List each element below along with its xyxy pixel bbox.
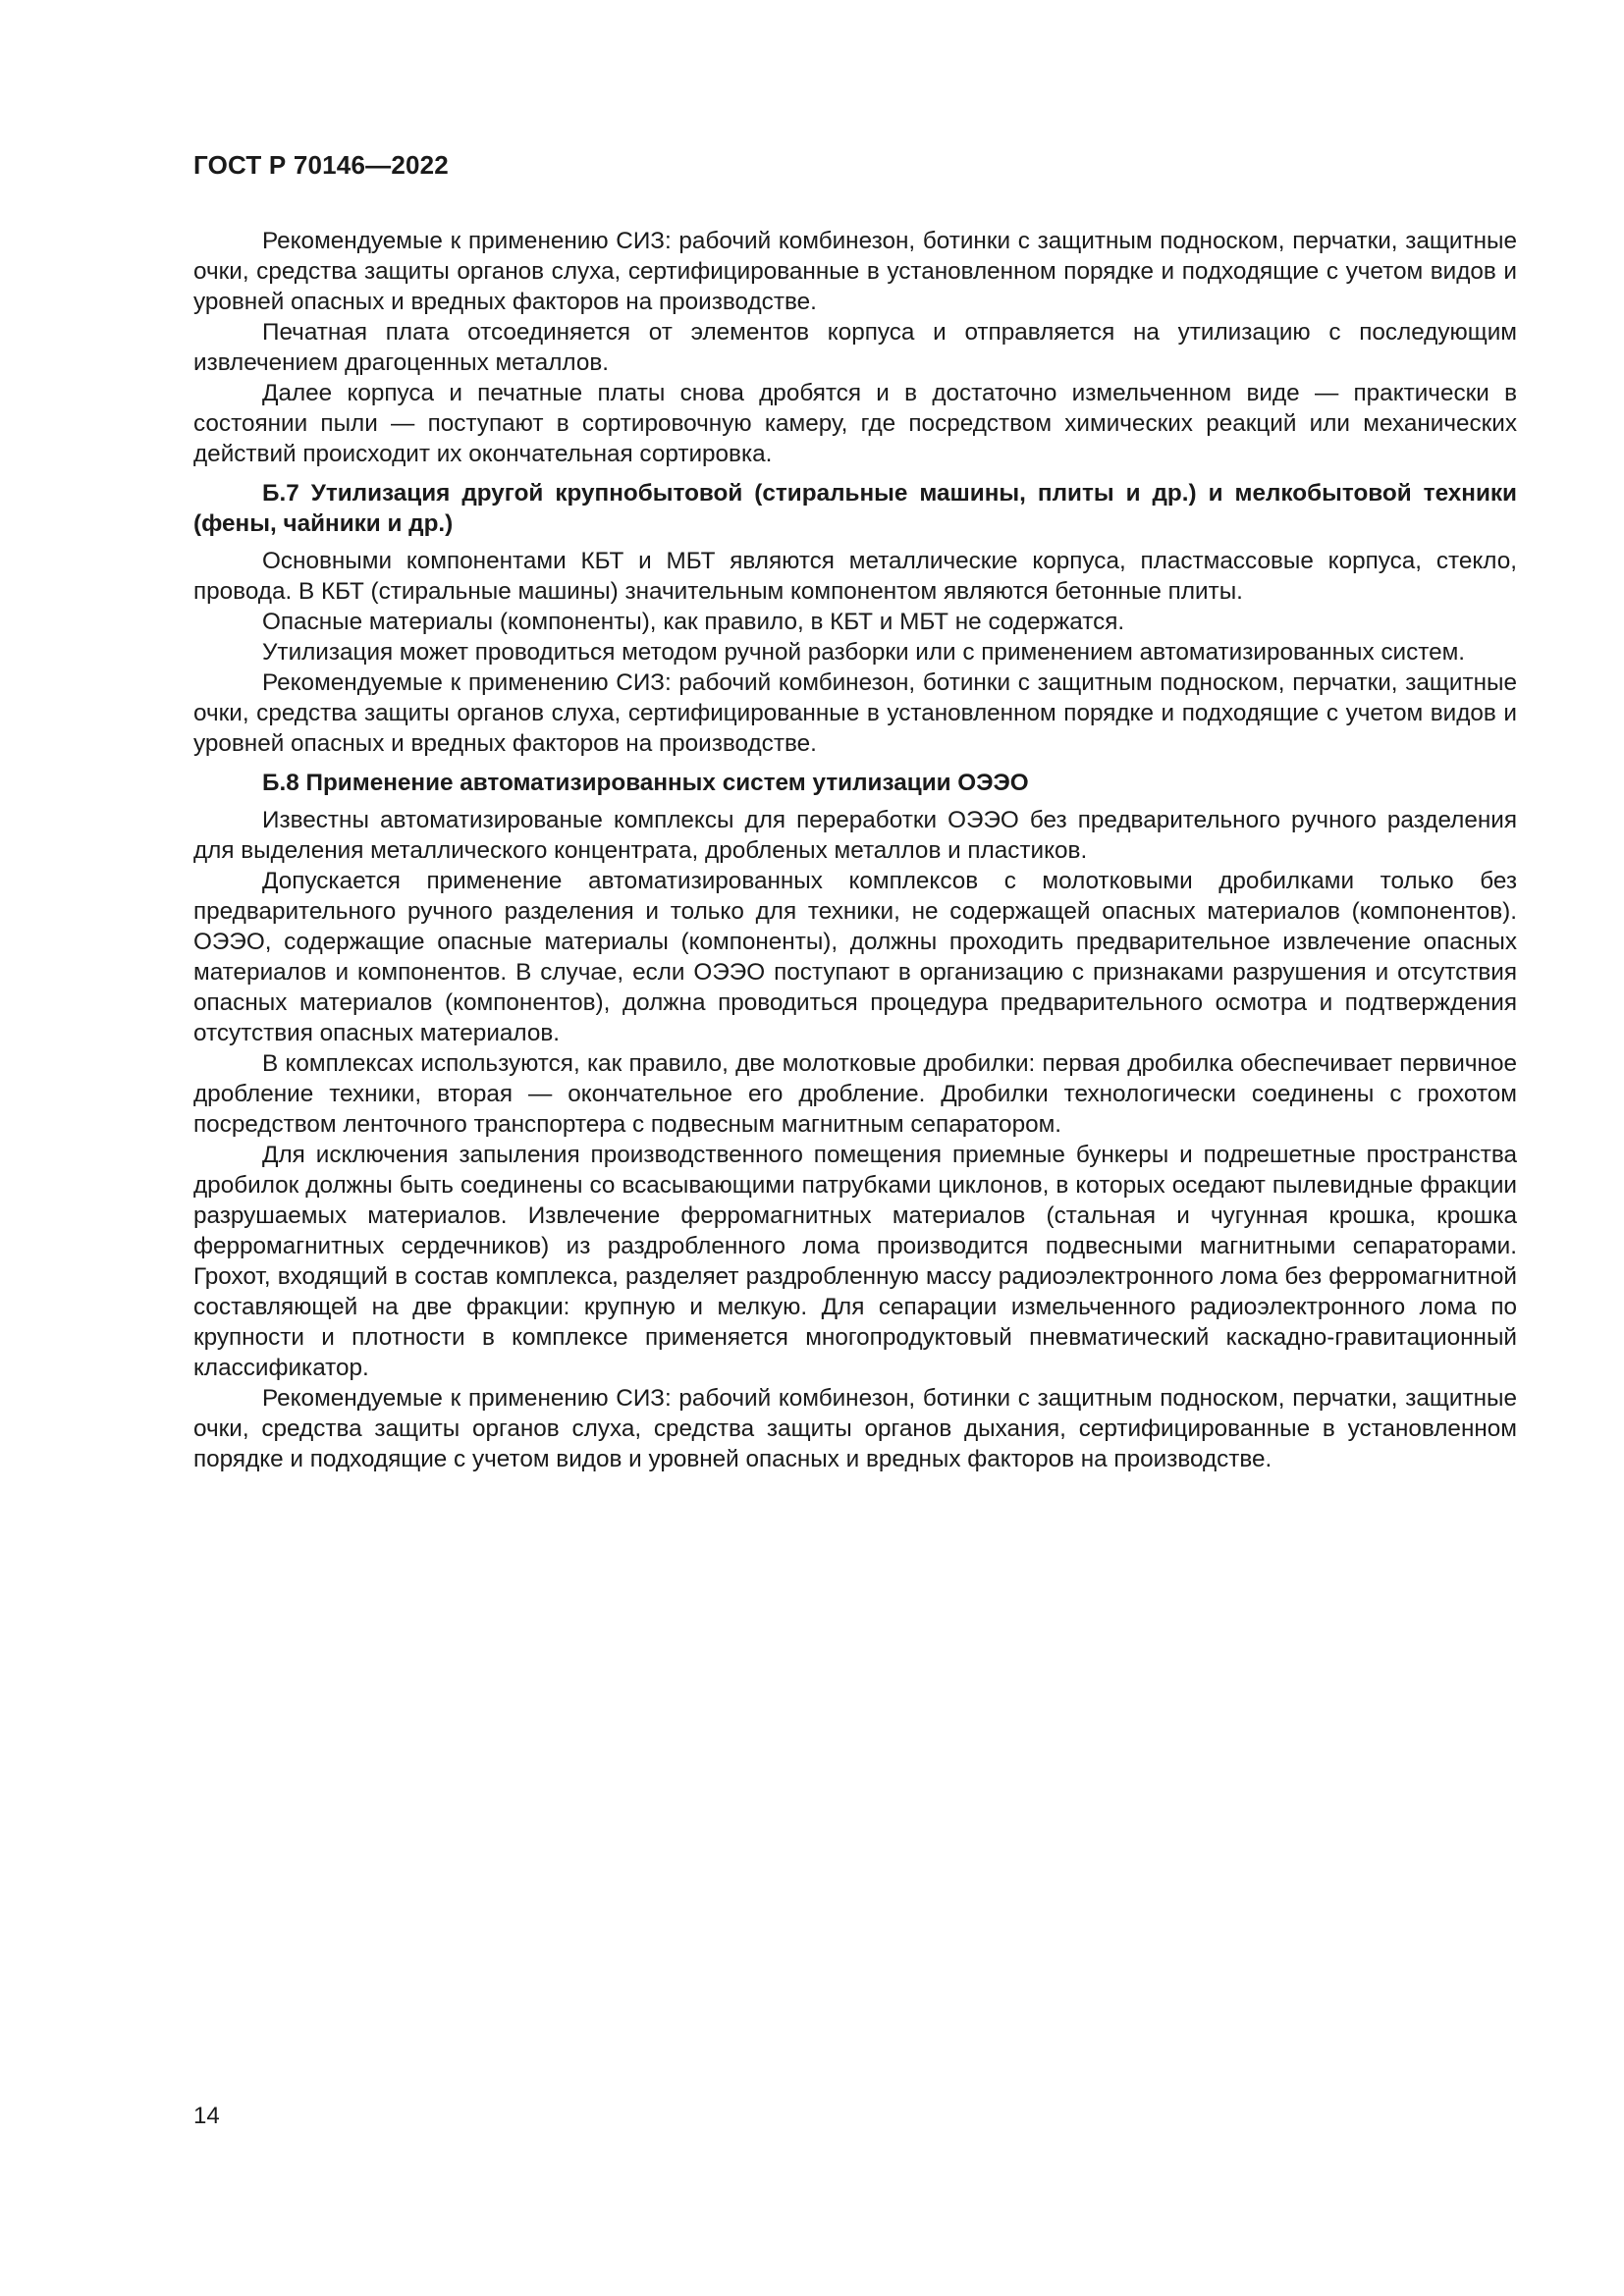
paragraph: Рекомендуемые к применению СИЗ: рабочий комбинезон, ботинки с защитным подноском, перчатки, защитные очки, средства защиты органов слуха, средства защиты органов дыхания, сертифицированные в установленном порядке и подходящие с учетом видов и уровней опасных и вредных факторов на производстве. (193, 1385, 1517, 1472)
paragraph: Рекомендуемые к применению СИЗ: рабочий комбинезон, ботинки с защитным подноском, перчатки, защитные очки, средства защиты органов слуха, сертифицированные в установленном порядке и подходящие с учетом видов и уровней опасных и вредных факторов на производстве. (193, 669, 1517, 757)
document-body (193, 226, 1517, 1474)
paragraph: Печатная плата отсоединяется от элементов корпуса и отправляется на утилизацию с последующим извлечением драгоценных металлов. (193, 319, 1517, 376)
section-heading: Б.7 Утилизация другой крупнобытовой (стиральные машины, плиты и др.) и мелкобытовой техники (фены, чайники и др.) (193, 480, 1517, 537)
paragraph: В комплексах используются, как правило, две молотковые дробилки: первая дробилка обеспечивает первичное дробление техники, вторая — окончательное его дробление. Дробилки технологически соединены с грохотом посредством ленточного транспортера с подвесным магнитным сепаратором. (193, 1050, 1517, 1138)
paragraph: Для исключения запыления производственного помещения приемные бункеры и подрешетные пространства дробилок должны быть соединены со всасывающими патрубками циклонов, в которых оседают пылевидные фракции разрушаемых материалов. Извлечение ферромагнитных материалов (стальная и чугунная крошка, крошка ферромагнитных сердечников) из раздробленного лома производится подвесными магнитными сепараторами. Грохот, входящий в состав комплекса, разделяет раздробленную массу радиоэлектронного лома без ферромагнитной составляющей на две фракции: крупную и мелкую. Для сепарации измельченного радиоэлектронного лома по крупности и плотности в комплексе применяется многопродуктовый пневматический каскадно-гравитационный классификатор. (193, 1142, 1517, 1381)
paragraph: Допускается применение автоматизированных комплексов с молотковыми дробилками только без предварительного ручного разделения и только для техники, не содержащей опасных материалов (компонентов). ОЭЭО, содержащие опасные материалы (компоненты), должны проходить предварительное извлечение опасных материалов и компонентов. В случае, если ОЭЭО поступают в организацию с признаками разрушения и отсутствия опасных материалов (компонентов), должна проводиться процедура предварительного осмотра и подтверждения отсутствия опасных материалов. (193, 868, 1517, 1046)
paragraph: Опасные материалы (компоненты), как правило, в КБТ и МБТ не содержатся. (262, 609, 1125, 635)
paragraph: Рекомендуемые к применению СИЗ: рабочий комбинезон, ботинки с защитным подноском, перчатки, защитные очки, средства защиты органов слуха, сертифицированные в установленном порядке и подходящие с учетом видов и уровней опасных и вредных факторов на производстве. (193, 228, 1517, 315)
paragraph: Утилизация может проводиться методом ручной разборки или с применением автоматизированных систем. (262, 639, 1466, 666)
document-header: ГОСТ Р 70146—2022 (193, 150, 449, 180)
paragraph: Известны автоматизированые комплексы для переработки ОЭЭО без предварительного ручного разделения для выделения металлического концентрата, дробленых металлов и пластиков. (193, 807, 1517, 864)
section-heading: Б.8 Применение автоматизированных систем утилизации ОЭЭО (262, 770, 1029, 796)
page-number: 14 (193, 2103, 220, 2129)
paragraph: Далее корпуса и печатные платы снова дробятся и в достаточно измельченном виде — практически в состоянии пыли — поступают в сортировочную камеру, где посредством химических реакций или механических действий происходит их окончательная сортировка. (193, 380, 1517, 467)
paragraph: Основными компонентами КБТ и МБТ являются металлические корпуса, пластмассовые корпуса, стекло, провода. В КБТ (стиральные машины) значительным компонентом являются бетонные плиты. (193, 548, 1517, 605)
